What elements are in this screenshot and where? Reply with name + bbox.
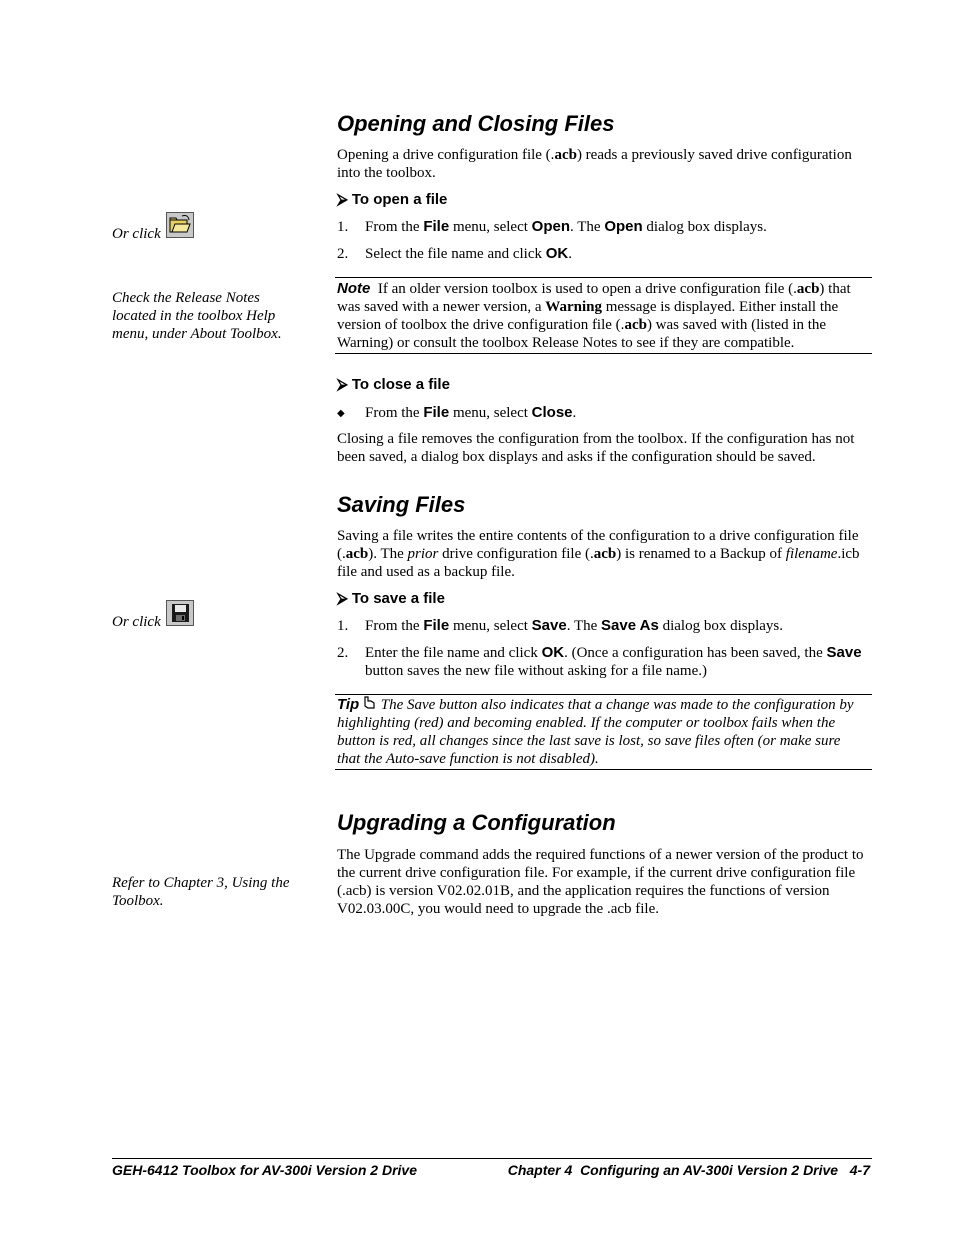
upgrading-paragraph: The Upgrade command adds the required functions of a newer version of the product to the current drive configuration file. For example, if the current drive configuration file (.acb) is version V02.02.01B, and the application requires the functions of version V02.03.00C, you would need to upgrade the .acb file.: [337, 847, 864, 917]
tip-label: Tip: [337, 696, 360, 713]
pointing-hand-icon: [363, 696, 377, 714]
opening-intro: Opening a drive configuration file (.acb) reads a previously saved drive configuration into the toolbox.: [337, 147, 852, 181]
footer-right: Chapter 4 Configuring an AV-300i Version 2 Drive 4-7: [507, 1162, 870, 1178]
procedure-heading-open: ⮚ To open a file: [337, 191, 448, 208]
footer-rule: [112, 1158, 872, 1159]
section-title-opening: Opening and Closing Files: [337, 111, 615, 136]
arrow-right-icon: ⮚: [337, 590, 348, 607]
tip-bottom-rule: [335, 769, 872, 770]
section-title-saving: Saving Files: [337, 492, 466, 517]
diamond-bullet-icon: ◆: [337, 408, 345, 419]
floppy-disk-icon[interactable]: [166, 600, 194, 626]
saving-intro: Saving a file writes the entire contents of the configuration to a drive configuration file (.acb). The prior drive configuration file (.acb) is renamed to a Backup of filename.icb file and used as a backup file.: [337, 528, 860, 580]
save-step-1: 1. From the File menu, select Save. The Save As dialog box displays.: [337, 617, 784, 634]
section-title-upgrading: Upgrading a Configuration: [337, 810, 616, 835]
tip-block: Tip The Save button also indicates that a change was made to the configuration by highlighting (red) and becoming enabled. If the computer or toolbox fails when the button is red, all changes since the last save is lost, so save files often (or make sure that the Auto-save function is not disabled).: [337, 696, 854, 767]
open-step-1: 1. From the File menu, select Open. The Open dialog box displays.: [337, 218, 767, 235]
note-label: Note: [337, 280, 371, 297]
arrow-right-icon: ⮚: [337, 191, 348, 208]
save-step-2: 2. Enter the file name and click OK. (Once a configuration has been saved, the Save button saves the new file without asking for a file name.): [337, 644, 862, 679]
or-click-label: Or click: [112, 614, 161, 630]
open-folder-icon[interactable]: [166, 212, 194, 238]
arrow-right-icon: ⮚: [337, 376, 348, 393]
sidebar-release-note: Check the Release Notes located in the toolbox Help menu, under About Toolbox.: [112, 290, 282, 342]
footer-left: GEH-6412 Toolbox for AV-300i Version 2 Drive: [112, 1162, 417, 1178]
tip-top-rule: [335, 694, 872, 695]
procedure-heading-save: ⮚ To save a file: [337, 590, 445, 607]
close-paragraph: Closing a file removes the configuration from the toolbox. If the configuration has not been saved, a dialog box displays and asks if the configuration should be saved.: [337, 431, 855, 465]
sidebar-save-hint: [112, 600, 312, 630]
note-block: Note If an older version toolbox is used to open a drive configuration file (.acb) that was saved with a newer version, a Warning message is displayed. Either install the version of toolbox the drive configuration file (.acb) was saved with (listed in the Warning) or consult the toolbox Release Notes to see if they are compatible.: [337, 280, 851, 351]
sidebar-open-hint: [112, 212, 312, 242]
open-step-2: 2. Select the file name and click OK.: [337, 245, 573, 262]
sidebar-refer-note: Refer to Chapter 3, Using the Toolbox.: [112, 875, 290, 909]
note-bottom-rule: [335, 353, 872, 354]
close-step: ◆ From the File menu, select Close.: [337, 404, 577, 421]
procedure-heading-close: ⮚ To close a file: [337, 376, 450, 393]
or-click-label: Or click: [112, 226, 161, 242]
note-top-rule: [335, 277, 872, 278]
